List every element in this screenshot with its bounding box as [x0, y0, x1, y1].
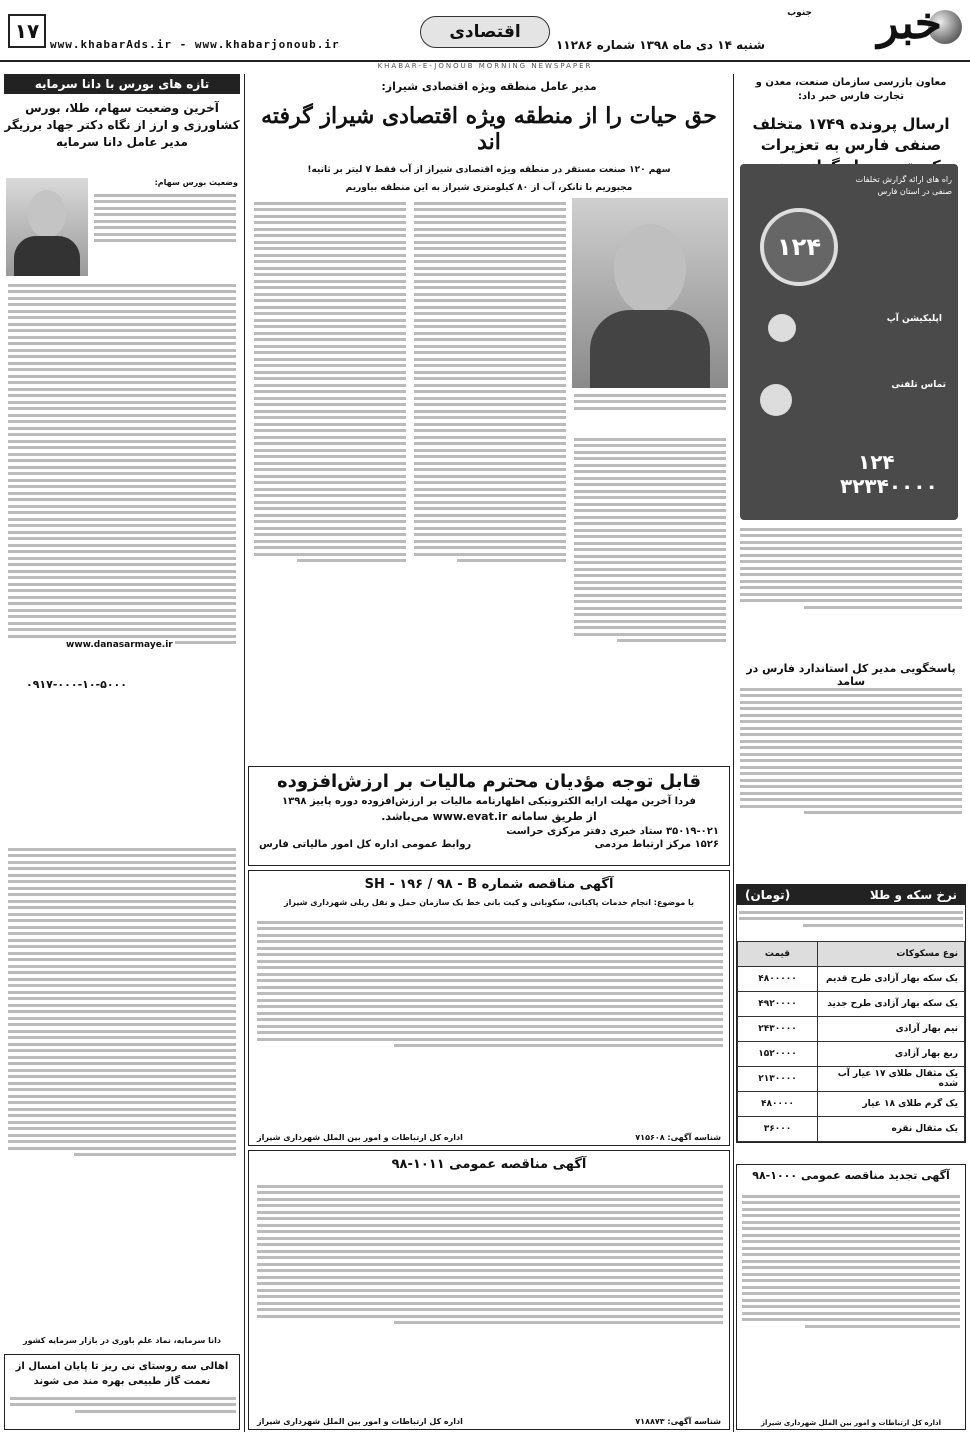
page-number: ۱۷ — [8, 14, 46, 48]
second-title: پاسخگویی مدیر کل استاندارد فارس در سامد — [746, 662, 956, 688]
left-text-bottom — [6, 844, 238, 1334]
infographic-line1: راه های ارائه گزارش تخلفات صنفی در استان فارس — [855, 175, 952, 196]
tender-ad-1 — [248, 870, 730, 1146]
price-value: ۲۱۳۰۰۰۰ — [738, 1067, 818, 1092]
section-title: اقتصادی — [420, 16, 550, 48]
logo-small: جنوب — [787, 8, 812, 18]
price-title: نرخ سکه و طلا — [869, 888, 957, 902]
left-column — [4, 74, 240, 1432]
price-head-value: قیمت — [738, 942, 818, 967]
right-column — [736, 74, 966, 1432]
price-value: ۲۴۳۰۰۰۰ — [738, 1017, 818, 1042]
price-row — [738, 1117, 965, 1142]
price-value: ۴۸۰۰۰۰۰ — [738, 967, 818, 992]
masthead-english: KHABAR-E-JONOUB MORNING NEWSPAPER — [377, 62, 593, 70]
price-row — [738, 1092, 965, 1117]
tender2-footer-row — [249, 1417, 729, 1426]
app-icon — [768, 314, 796, 342]
price-row — [738, 967, 965, 992]
left-phone: ۰۹۱۷-۰۰۰-۱۰-۵۰۰۰ — [26, 678, 127, 691]
price-row — [738, 1017, 965, 1042]
left-site: www.danasarmaye.ir — [66, 640, 173, 650]
tender1-subject: با موضوع: انجام خدمات پاکبانی، سکوبانی و کیت بانی خط یک سازمان حمل و نقل ریلی شهرداری شیراز — [284, 898, 694, 907]
infographic-phone-code: ۱۲۴ — [858, 450, 895, 474]
price-table — [737, 941, 965, 1142]
main-sub1: سهم ۱۲۰ صنعت مستقر در منطقه ویژه اقتصادی شیراز از آب فقط ۷ لیتر بر ثانیه! — [307, 165, 671, 175]
left-sub-stock: وضعیت بورس سهام: — [154, 178, 238, 187]
infographic-contact: تماس تلفنی — [891, 380, 946, 390]
price-note — [737, 905, 965, 941]
main-text-col3 — [252, 198, 408, 762]
article-kicker: معاون بازرسی سازمان صنعت، معدن و تجارت فارس خبر داد: — [755, 77, 947, 102]
article-title: ارسال پرونده ۱۷۴۹ متخلف صنفی فارس به تعزیرات — [752, 115, 950, 154]
main-sub2: مجبوریم با تانکر، آب از ۸۰ کیلومتری شیراز به این منطقه بیاوریم — [345, 183, 633, 193]
village-gas-text — [8, 1393, 238, 1427]
tender1-code: شناسه آگهی: ۷۱۵۶۰۸ — [635, 1133, 721, 1142]
price-unit: (تومان) — [745, 888, 791, 902]
tax-ad-bottom2 — [249, 837, 729, 850]
tender1-title: آگهی مناقصه شماره SH - ۱۹۶ / ۹۸ - B — [364, 877, 614, 892]
logo-word: خبر — [877, 0, 942, 49]
tax-ad-line1: فردا آخرین مهلت ارایه الکترونیکی اظهارنامه مالیات بر ارزش‌افزوده دوره پاییز ۱۳۹۸ — [282, 796, 696, 807]
left-signoff: دانا سرمایه، نماد علم باوری در بازار سرمایه کشور — [23, 1336, 221, 1345]
tender1-footer-row — [249, 1133, 729, 1142]
left-column-head: تازه های بورس با دانا سرمایه — [4, 74, 240, 94]
left-portrait — [6, 178, 88, 276]
price-value: ۴۸۰۰۰۰ — [738, 1092, 818, 1117]
village-gas-news — [4, 1354, 240, 1430]
main-article — [248, 74, 730, 764]
tax-ad-bottom — [249, 823, 729, 837]
tender-renewal-ad — [736, 1164, 966, 1430]
logo — [772, 0, 962, 54]
main-text-col2 — [412, 198, 568, 762]
price-title-row — [737, 885, 965, 905]
infographic-circle: ۱۲۴ — [760, 208, 838, 286]
infographic-bottom — [740, 370, 958, 520]
article-text-1 — [738, 524, 964, 654]
tender-renewal-text — [740, 1191, 962, 1409]
tender2-title: آگهی مناقصه عمومی ۱۰۱۱-۹۸ — [391, 1157, 587, 1172]
tax-ad-line2: از طریق سامانه www.evat.ir می‌باشد. — [381, 810, 597, 823]
tax-ad-org: روابط عمومی اداره کل امور مالیاتی فارس — [259, 839, 472, 850]
tender1-text — [255, 917, 725, 1117]
article-text-2 — [738, 684, 964, 884]
tender-ad-2 — [248, 1150, 730, 1430]
left-title: آخرین وضعیت سهام، طلا، بورس کشاورزی و ارز از نگاه دکتر جهاد برزیگر مدیر عامل دانا سرمایه — [4, 101, 240, 149]
price-name: یک گرم طلای ۱۸ عیار — [818, 1092, 965, 1117]
tax-ad-phone: ۳۵۰۱۹-۰۲۱ ستاد خبری دفتر مرکزی حراست — [506, 826, 719, 837]
main-text-col1 — [572, 434, 728, 762]
price-name: یک سکه بهار آزادی طرح جدید — [818, 992, 965, 1017]
phone-icon-b — [760, 384, 792, 416]
infographic-app: اپلیکیشن آپ — [886, 314, 942, 324]
tender2-footer: اداره کل ارتباطات و امور بین الملل شهرداری شیراز — [257, 1417, 463, 1426]
price-value: ۴۹۲۰۰۰۰ — [738, 992, 818, 1017]
tax-ad-title: قابل توجه مؤدیان محترم مالیات بر ارزش‌افزوده — [276, 771, 702, 792]
tender2-text — [255, 1181, 725, 1407]
main-kicker: مدیر عامل منطقه ویژه اقتصادی شیراز: — [381, 80, 597, 93]
village-gas-title: اهالی سه روستای نی ریز تا پایان امسال از نعمت گاز طبیعی بهره مند می شوند — [15, 1361, 229, 1387]
tax-ad-center: ۱۵۲۶ مرکز ارتباط مردمی — [594, 839, 719, 850]
price-value: ۱۵۲۰۰۰۰ — [738, 1042, 818, 1067]
price-box — [736, 884, 966, 1143]
masthead — [0, 0, 970, 62]
tender-renewal-title: آگهی تجدید مناقصه عمومی ۱۰۰۰-۹۸ — [752, 1169, 950, 1182]
left-text-main — [6, 280, 238, 840]
tax-ad — [248, 766, 730, 866]
price-head-name: نوع مسکوکات — [818, 942, 965, 967]
tender-renewal-footer: اداره کل ارتباطات و امور بین الملل شهرداری شیراز — [760, 1419, 942, 1427]
issue-line: شنبه ۱۴ دی ماه ۱۳۹۸ شماره ۱۱۲۸۶ — [555, 38, 765, 52]
site-urls: www.khabarAds.ir - www.khabarjonoub.ir — [50, 38, 340, 51]
price-name: یک سکه بهار آزادی طرح قدیم — [818, 967, 965, 992]
price-row — [738, 1042, 965, 1067]
price-row — [738, 992, 965, 1017]
price-name: ربع بهار آزادی — [818, 1042, 965, 1067]
portrait-photo — [572, 198, 728, 388]
price-name: نیم بهار آزادی — [818, 1017, 965, 1042]
infographic-sms: ۳۲۳۴۰۰۰۰ — [840, 474, 938, 498]
photo-caption — [572, 390, 728, 430]
main-title: حق حیات را از منطقه ویژه اقتصادی شیراز گرفته اند — [261, 103, 717, 155]
price-value: ۳۶۰۰۰ — [738, 1117, 818, 1142]
left-text-top — [92, 190, 238, 276]
price-row — [738, 1067, 965, 1092]
tender2-code: شناسه آگهی: ۷۱۸۸۷۳ — [635, 1417, 721, 1426]
tender1-footer: اداره کل ارتباطات و امور بین الملل شهرداری شیراز — [257, 1133, 463, 1142]
price-name: یک مثقال نقره — [818, 1117, 965, 1142]
price-name: یک مثقال طلای ۱۷ عیار آب شده — [818, 1067, 965, 1092]
